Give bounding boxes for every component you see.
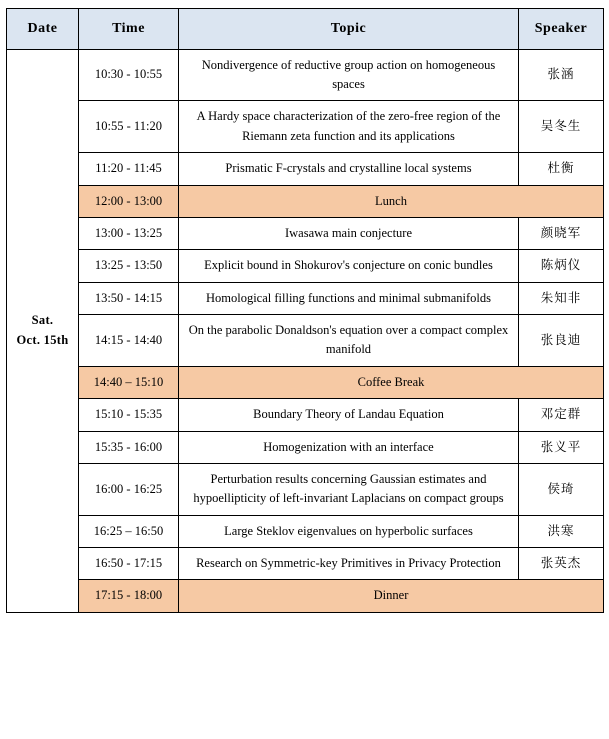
table-row — [7, 282, 604, 314]
date-cell — [7, 49, 79, 612]
table-row — [7, 217, 604, 249]
speaker-cell: 洪寒 — [519, 515, 604, 547]
table-row — [7, 250, 604, 282]
table-row — [7, 399, 604, 431]
time-cell: 11:20 - 11:45 — [79, 153, 179, 185]
speaker-cell: 颜晓军 — [519, 217, 604, 249]
table-row — [7, 515, 604, 547]
time-cell: 14:40 – 15:10 — [79, 366, 179, 398]
time-cell: 16:50 - 17:15 — [79, 548, 179, 580]
topic-cell: Research on Symmetric-key Primitives in Privacy Protection — [179, 548, 519, 580]
topic-cell: Homogenization with an interface — [179, 431, 519, 463]
time-cell: 17:15 - 18:00 — [79, 580, 179, 612]
speaker-cell: 张涵 — [519, 49, 604, 101]
table-row — [7, 548, 604, 580]
speaker-cell: 侯琦 — [519, 463, 604, 515]
topic-cell: Explicit bound in Shokurov's conjecture on conic bundles — [179, 250, 519, 282]
speaker-cell: 杜衡 — [519, 153, 604, 185]
table-row — [7, 49, 604, 101]
time-cell: 12:00 - 13:00 — [79, 185, 179, 217]
header-row — [7, 9, 604, 50]
speaker-cell: 陈炳仪 — [519, 250, 604, 282]
break-label-cell: Coffee Break — [179, 366, 604, 398]
break-label-cell: Lunch — [179, 185, 604, 217]
topic-cell: Nondivergence of reductive group action on homogeneous spaces — [179, 49, 519, 101]
break-row — [7, 185, 604, 217]
time-cell: 10:55 - 11:20 — [79, 101, 179, 153]
topic-cell: Boundary Theory of Landau Equation — [179, 399, 519, 431]
table-row — [7, 101, 604, 153]
conference-schedule-table — [6, 8, 604, 613]
break-row — [7, 580, 604, 612]
table-header — [7, 9, 604, 50]
speaker-cell: 邓定群 — [519, 399, 604, 431]
speaker-cell: 张义平 — [519, 431, 604, 463]
time-cell: 13:00 - 13:25 — [79, 217, 179, 249]
table-body — [7, 49, 604, 612]
time-cell: 15:10 - 15:35 — [79, 399, 179, 431]
break-row — [7, 366, 604, 398]
topic-cell: Homological filling functions and minimal submanifolds — [179, 282, 519, 314]
table-row — [7, 463, 604, 515]
column-header-time: Time — [79, 9, 179, 50]
topic-cell: Large Steklov eigenvalues on hyperbolic surfaces — [179, 515, 519, 547]
topic-cell: Iwasawa main conjecture — [179, 217, 519, 249]
speaker-cell: 朱知非 — [519, 282, 604, 314]
time-cell: 16:00 - 16:25 — [79, 463, 179, 515]
time-cell: 16:25 – 16:50 — [79, 515, 179, 547]
table-row — [7, 315, 604, 367]
topic-cell: Prismatic F-crystals and crystalline local systems — [179, 153, 519, 185]
date-line-day: Sat. — [31, 313, 54, 328]
column-header-speaker: Speaker — [519, 9, 604, 50]
speaker-cell: 张英杰 — [519, 548, 604, 580]
topic-cell: Perturbation results concerning Gaussian estimates and hypoellipticity of left-invariant Laplacians on compact groups — [179, 463, 519, 515]
table-row — [7, 153, 604, 185]
topic-cell: A Hardy space characterization of the zero-free region of the Riemann zeta function and its applications — [179, 101, 519, 153]
column-header-topic: Topic — [179, 9, 519, 50]
time-cell: 10:30 - 10:55 — [79, 49, 179, 101]
time-cell: 15:35 - 16:00 — [79, 431, 179, 463]
time-cell: 14:15 - 14:40 — [79, 315, 179, 367]
time-cell: 13:25 - 13:50 — [79, 250, 179, 282]
date-line-date: Oct. 15th — [16, 332, 69, 347]
speaker-cell: 张良迪 — [519, 315, 604, 367]
topic-cell: On the parabolic Donaldson's equation over a compact complex manifold — [179, 315, 519, 367]
speaker-cell: 吴冬生 — [519, 101, 604, 153]
time-cell: 13:50 - 14:15 — [79, 282, 179, 314]
column-header-date: Date — [7, 9, 79, 50]
break-label-cell: Dinner — [179, 580, 604, 612]
table-row — [7, 431, 604, 463]
